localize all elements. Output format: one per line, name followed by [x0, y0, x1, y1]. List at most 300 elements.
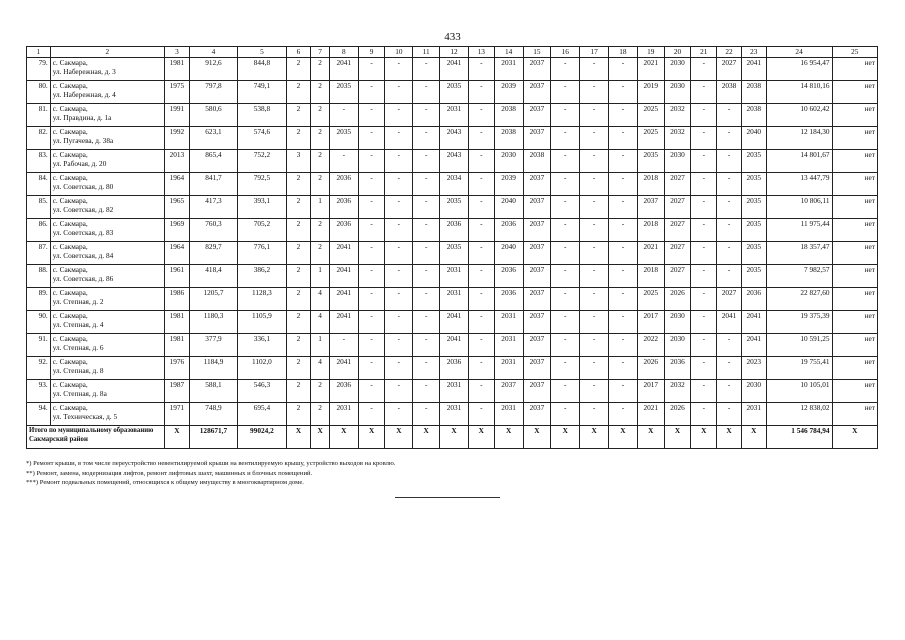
table-cell: -	[580, 288, 609, 311]
table-cell: 2019	[637, 81, 664, 104]
table-cell: 2031	[494, 58, 523, 81]
table-cell: -	[413, 104, 440, 127]
address-street: ул. Степная, д. 2	[52, 297, 104, 306]
table-cell: 2	[286, 357, 311, 380]
table-cell: 2038	[494, 127, 523, 150]
footnote: *) Ремонт крыши, в том числе переустройство невентилируемой крыши на вентилируемую крышу, устройство выходов на кровлю.	[26, 460, 396, 467]
column-number: 11	[413, 47, 440, 58]
table-cell: 2031	[440, 380, 469, 403]
table-cell: 2035	[440, 81, 469, 104]
footnote: ***) Ремонт подвальных помещений, относящихся к общему имуществу в многоквартирном доме.	[26, 479, 304, 487]
table-cell: -	[691, 219, 717, 242]
address-street: ул. Степная, д. 8а	[52, 389, 107, 398]
cost-cell: 16 954,47	[766, 58, 832, 81]
table-cell: -	[691, 58, 717, 81]
table-row	[27, 265, 878, 288]
address-street: ул. Степная, д. 4	[52, 320, 104, 329]
table-cell: 2025	[637, 127, 664, 150]
area-cell: 841,7	[189, 173, 237, 196]
row-number: 87.	[27, 242, 51, 265]
table-row	[27, 311, 878, 334]
table-cell: -	[609, 173, 638, 196]
address-cell	[50, 219, 164, 242]
table-row	[27, 357, 878, 380]
area-cell: 377,9	[189, 334, 237, 357]
table-cell: -	[717, 219, 742, 242]
row-number: 85.	[27, 196, 51, 219]
column-number: 19	[637, 47, 664, 58]
total-cell: X	[311, 426, 330, 449]
address-cell	[50, 334, 164, 357]
column-number: 15	[523, 47, 551, 58]
area-cell: 1105,9	[238, 311, 286, 334]
table-cell: 2041	[741, 311, 766, 334]
table-cell: 2041	[717, 311, 742, 334]
column-number: 13	[468, 47, 494, 58]
address-street: ул. Советская, д. 86	[52, 274, 114, 283]
table-cell: -	[609, 357, 638, 380]
table-cell: 2017	[637, 311, 664, 334]
table-cell: 2038	[741, 104, 766, 127]
table-cell: -	[413, 403, 440, 426]
total-cell: 128671,7	[189, 426, 237, 449]
table-cell: -	[468, 288, 494, 311]
table-cell: 2035	[741, 173, 766, 196]
table-cell: -	[385, 265, 413, 288]
area-cell: 418,4	[189, 265, 237, 288]
table-cell: 2034	[440, 173, 469, 196]
address-locality: с. Сакмара,	[52, 288, 88, 297]
table-cell: -	[358, 311, 385, 334]
table-cell: -	[580, 403, 609, 426]
table-cell: -	[413, 265, 440, 288]
table-cell: -	[609, 150, 638, 173]
table-cell: 2	[286, 219, 311, 242]
status-cell: нет	[832, 403, 877, 426]
table-cell: 2	[311, 150, 330, 173]
total-cell: X	[609, 426, 638, 449]
table-cell: 2035	[329, 81, 358, 104]
table-cell: 2036	[329, 196, 358, 219]
table-cell: 2041	[329, 242, 358, 265]
address-cell	[50, 173, 164, 196]
table-row	[27, 127, 878, 150]
total-cell: 99024,2	[238, 426, 286, 449]
cost-cell: 10 806,11	[766, 196, 832, 219]
table-cell: 2037	[523, 334, 551, 357]
area-cell: 865,4	[189, 150, 237, 173]
table-cell: -	[551, 403, 580, 426]
address-locality: с. Сакмара,	[52, 196, 88, 205]
table-cell: 2038	[717, 81, 742, 104]
address-street: ул. Советская, д. 80	[52, 182, 114, 191]
year-cell: 1981	[165, 311, 190, 334]
table-cell: 2036	[494, 288, 523, 311]
area-cell: 760,3	[189, 219, 237, 242]
table-cell: 2037	[523, 173, 551, 196]
table-cell: 2022	[637, 334, 664, 357]
table-cell: -	[691, 196, 717, 219]
table-cell: -	[468, 311, 494, 334]
row-number: 89.	[27, 288, 51, 311]
table-cell: -	[609, 265, 638, 288]
table-row	[27, 288, 878, 311]
table-cell: -	[717, 127, 742, 150]
table-cell: -	[609, 242, 638, 265]
year-cell: 1975	[165, 81, 190, 104]
cost-cell: 18 357,47	[766, 242, 832, 265]
row-number: 86.	[27, 219, 51, 242]
table-cell: 2017	[637, 380, 664, 403]
table-cell: 2	[286, 81, 311, 104]
area-cell: 1184,9	[189, 357, 237, 380]
table-cell: 2037	[523, 242, 551, 265]
row-number: 82.	[27, 127, 51, 150]
table-cell: -	[717, 403, 742, 426]
address-street: ул. Степная, д. 8	[52, 366, 104, 375]
row-number: 92.	[27, 357, 51, 380]
total-cell: X	[468, 426, 494, 449]
year-cell: 1964	[165, 173, 190, 196]
row-number: 79.	[27, 58, 51, 81]
column-number: 14	[494, 47, 523, 58]
table-cell: -	[580, 334, 609, 357]
table-cell: 2031	[494, 357, 523, 380]
address-locality: с. Сакмара,	[52, 242, 88, 251]
table-cell: -	[551, 380, 580, 403]
table-cell: 2037	[523, 357, 551, 380]
table-cell: 2018	[637, 219, 664, 242]
table-cell: 2027	[664, 242, 691, 265]
address-cell	[50, 104, 164, 127]
table-row	[27, 150, 878, 173]
table-cell: -	[413, 81, 440, 104]
table-cell: -	[691, 380, 717, 403]
table-cell: -	[691, 104, 717, 127]
table-cell: 1	[311, 265, 330, 288]
table-cell: 4	[311, 288, 330, 311]
table-cell: -	[717, 380, 742, 403]
status-cell: нет	[832, 196, 877, 219]
table-cell: 2036	[494, 219, 523, 242]
total-cell: X	[551, 426, 580, 449]
table-cell: 2032	[664, 104, 691, 127]
table-cell: -	[329, 334, 358, 357]
address-street: ул. Рабочая, д. 20	[52, 159, 107, 168]
table-cell: -	[358, 150, 385, 173]
table-cell: 2030	[664, 311, 691, 334]
table-cell: -	[385, 242, 413, 265]
table-cell: -	[551, 173, 580, 196]
table-cell: 2040	[741, 127, 766, 150]
table-cell: 2030	[664, 81, 691, 104]
table-cell: -	[691, 265, 717, 288]
total-label: Итого по муниципальному образованию Сакмарский район	[27, 426, 165, 449]
table-cell: 2018	[637, 173, 664, 196]
table-cell: 1	[311, 334, 330, 357]
year-cell: 1981	[165, 58, 190, 81]
table-cell: 2037	[523, 81, 551, 104]
table-cell: -	[385, 357, 413, 380]
address-locality: с. Сакмара,	[52, 357, 88, 366]
table-cell: -	[691, 334, 717, 357]
column-number: 12	[440, 47, 469, 58]
column-number: 7	[311, 47, 330, 58]
total-cell: X	[329, 426, 358, 449]
table-cell: 2035	[741, 242, 766, 265]
area-cell: 588,1	[189, 380, 237, 403]
table-cell: 2041	[440, 58, 469, 81]
table-cell: 2040	[494, 242, 523, 265]
year-cell: 1986	[165, 288, 190, 311]
table-cell: -	[413, 219, 440, 242]
table-cell: 2030	[664, 150, 691, 173]
table-cell: -	[413, 173, 440, 196]
table-cell: -	[413, 196, 440, 219]
divider-line	[395, 497, 500, 498]
table-cell: 2037	[523, 196, 551, 219]
table-cell: 2041	[741, 334, 766, 357]
column-number: 17	[580, 47, 609, 58]
table-cell: -	[358, 357, 385, 380]
table-cell: -	[580, 219, 609, 242]
table-cell: 2040	[494, 196, 523, 219]
column-number: 8	[329, 47, 358, 58]
address-locality: с. Сакмара,	[52, 127, 88, 136]
area-cell: 1102,0	[238, 357, 286, 380]
status-cell: нет	[832, 58, 877, 81]
column-number-row	[27, 47, 878, 58]
table-cell: -	[385, 81, 413, 104]
table-cell: -	[580, 150, 609, 173]
address-street: ул. Техническая, д. 5	[52, 412, 118, 421]
table-cell: 2036	[494, 265, 523, 288]
column-number: 22	[717, 47, 742, 58]
table-cell: 2037	[637, 196, 664, 219]
table-cell: -	[609, 58, 638, 81]
area-cell: 695,4	[238, 403, 286, 426]
table-cell: -	[609, 403, 638, 426]
table-cell: 2027	[664, 219, 691, 242]
table-cell: -	[468, 127, 494, 150]
table-cell: -	[358, 380, 385, 403]
address-street: ул. Советская, д. 83	[52, 228, 114, 237]
cost-cell: 12 838,02	[766, 403, 832, 426]
table-cell: -	[468, 173, 494, 196]
table-row	[27, 196, 878, 219]
table-cell: 2041	[329, 357, 358, 380]
table-cell: -	[580, 81, 609, 104]
table-cell: -	[691, 242, 717, 265]
status-cell: нет	[832, 173, 877, 196]
table-cell: -	[385, 196, 413, 219]
table-cell: 2037	[523, 403, 551, 426]
table-cell: -	[580, 242, 609, 265]
total-cell: X	[385, 426, 413, 449]
address-street: ул. Пугачева, д. 38а	[52, 136, 114, 145]
year-cell: 1987	[165, 380, 190, 403]
status-cell: нет	[832, 104, 877, 127]
table-cell: -	[551, 81, 580, 104]
total-cell: X	[523, 426, 551, 449]
table-cell: -	[329, 104, 358, 127]
table-cell: -	[468, 334, 494, 357]
area-cell: 1205,7	[189, 288, 237, 311]
table-cell: -	[413, 380, 440, 403]
table-cell: -	[691, 288, 717, 311]
table-cell: -	[358, 173, 385, 196]
table-cell: 4	[311, 357, 330, 380]
table-cell: 2037	[523, 265, 551, 288]
year-cell: 1991	[165, 104, 190, 127]
table-cell: -	[691, 150, 717, 173]
table-row	[27, 104, 878, 127]
table-cell: 2036	[440, 219, 469, 242]
table-cell: -	[580, 311, 609, 334]
address-cell	[50, 311, 164, 334]
table-cell: 3	[286, 150, 311, 173]
cost-cell: 10 591,25	[766, 334, 832, 357]
table-cell: -	[551, 150, 580, 173]
table-cell: -	[580, 127, 609, 150]
total-cell: X	[286, 426, 311, 449]
table-cell: -	[413, 357, 440, 380]
table-cell: 2030	[494, 150, 523, 173]
address-cell	[50, 58, 164, 81]
repair-schedule-table	[26, 46, 878, 449]
status-cell: нет	[832, 288, 877, 311]
table-cell: -	[609, 81, 638, 104]
table-cell: -	[551, 127, 580, 150]
address-locality: с. Сакмара,	[52, 173, 88, 182]
column-number: 1	[27, 47, 51, 58]
address-cell	[50, 196, 164, 219]
table-cell: -	[358, 334, 385, 357]
table-row	[27, 380, 878, 403]
table-cell: -	[551, 288, 580, 311]
area-cell: 417,3	[189, 196, 237, 219]
table-cell: 2038	[494, 104, 523, 127]
table-cell: 2036	[440, 357, 469, 380]
footnote: **) Ремонт, замена, модернизация лифтов, ремонт лифтовых шахт, машинных и блочных помещений.	[26, 469, 313, 477]
table-cell: -	[717, 357, 742, 380]
table-cell: 2037	[523, 311, 551, 334]
table-cell: -	[580, 173, 609, 196]
status-cell: нет	[832, 81, 877, 104]
table-cell: -	[717, 334, 742, 357]
table-cell: 2	[311, 58, 330, 81]
table-cell: 2037	[523, 58, 551, 81]
table-cell: -	[717, 150, 742, 173]
table-cell: 2035	[741, 150, 766, 173]
table-cell: -	[385, 403, 413, 426]
table-cell: 2030	[664, 334, 691, 357]
area-cell: 1128,3	[238, 288, 286, 311]
total-cell: X	[691, 426, 717, 449]
table-cell: -	[609, 334, 638, 357]
area-cell: 574,6	[238, 127, 286, 150]
table-cell: 2026	[664, 403, 691, 426]
column-number: 4	[189, 47, 237, 58]
address-cell	[50, 288, 164, 311]
area-cell: 752,2	[238, 150, 286, 173]
table-cell: 2038	[741, 81, 766, 104]
address-locality: с. Сакмара,	[52, 380, 88, 389]
table-cell: -	[468, 196, 494, 219]
year-cell: 1961	[165, 265, 190, 288]
cost-cell: 10 602,42	[766, 104, 832, 127]
table-cell: -	[551, 104, 580, 127]
table-cell: 2021	[637, 58, 664, 81]
table-cell: -	[468, 265, 494, 288]
total-cost: 1 546 784,94	[766, 426, 832, 449]
table-cell: 2027	[717, 58, 742, 81]
column-number: 10	[385, 47, 413, 58]
table-cell: -	[551, 242, 580, 265]
area-cell: 912,6	[189, 58, 237, 81]
table-cell: 2	[286, 104, 311, 127]
address-locality: с. Сакмара,	[52, 334, 88, 343]
table-cell: 2025	[637, 104, 664, 127]
table-cell: 2	[311, 380, 330, 403]
table-cell: 2	[286, 265, 311, 288]
table-cell: 2026	[637, 357, 664, 380]
total-cell: X	[413, 426, 440, 449]
table-row	[27, 219, 878, 242]
table-cell: 2027	[664, 196, 691, 219]
table-cell: 2031	[494, 334, 523, 357]
row-number: 91.	[27, 334, 51, 357]
cost-cell: 14 801,67	[766, 150, 832, 173]
total-cell: X	[717, 426, 742, 449]
status-cell: нет	[832, 150, 877, 173]
table-row	[27, 58, 878, 81]
table-cell: -	[691, 311, 717, 334]
table-cell: 2	[286, 311, 311, 334]
table-cell: 2023	[741, 357, 766, 380]
row-number: 88.	[27, 265, 51, 288]
table-cell: 2037	[523, 219, 551, 242]
table-cell: 2	[286, 127, 311, 150]
table-cell: -	[358, 196, 385, 219]
table-cell: 2032	[664, 127, 691, 150]
table-cell: -	[385, 311, 413, 334]
table-cell: -	[551, 265, 580, 288]
table-row	[27, 81, 878, 104]
table-cell: 2030	[664, 58, 691, 81]
table-cell: 2	[286, 380, 311, 403]
address-cell	[50, 242, 164, 265]
table-cell: 2043	[440, 150, 469, 173]
area-cell: 393,1	[238, 196, 286, 219]
table-cell: -	[358, 288, 385, 311]
table-cell: 2036	[329, 173, 358, 196]
table-cell: -	[385, 219, 413, 242]
page-number: 433	[444, 31, 461, 43]
address-locality: с. Сакмара,	[52, 219, 88, 228]
table-cell: 2031	[440, 104, 469, 127]
table-cell: -	[385, 334, 413, 357]
row-number: 93.	[27, 380, 51, 403]
area-cell: 336,1	[238, 334, 286, 357]
area-cell: 580,6	[189, 104, 237, 127]
table-cell: 4	[311, 311, 330, 334]
table-cell: 2035	[329, 127, 358, 150]
cost-cell: 14 810,16	[766, 81, 832, 104]
table-cell: 2	[311, 127, 330, 150]
table-cell: 2036	[329, 380, 358, 403]
total-cell: X	[165, 426, 190, 449]
